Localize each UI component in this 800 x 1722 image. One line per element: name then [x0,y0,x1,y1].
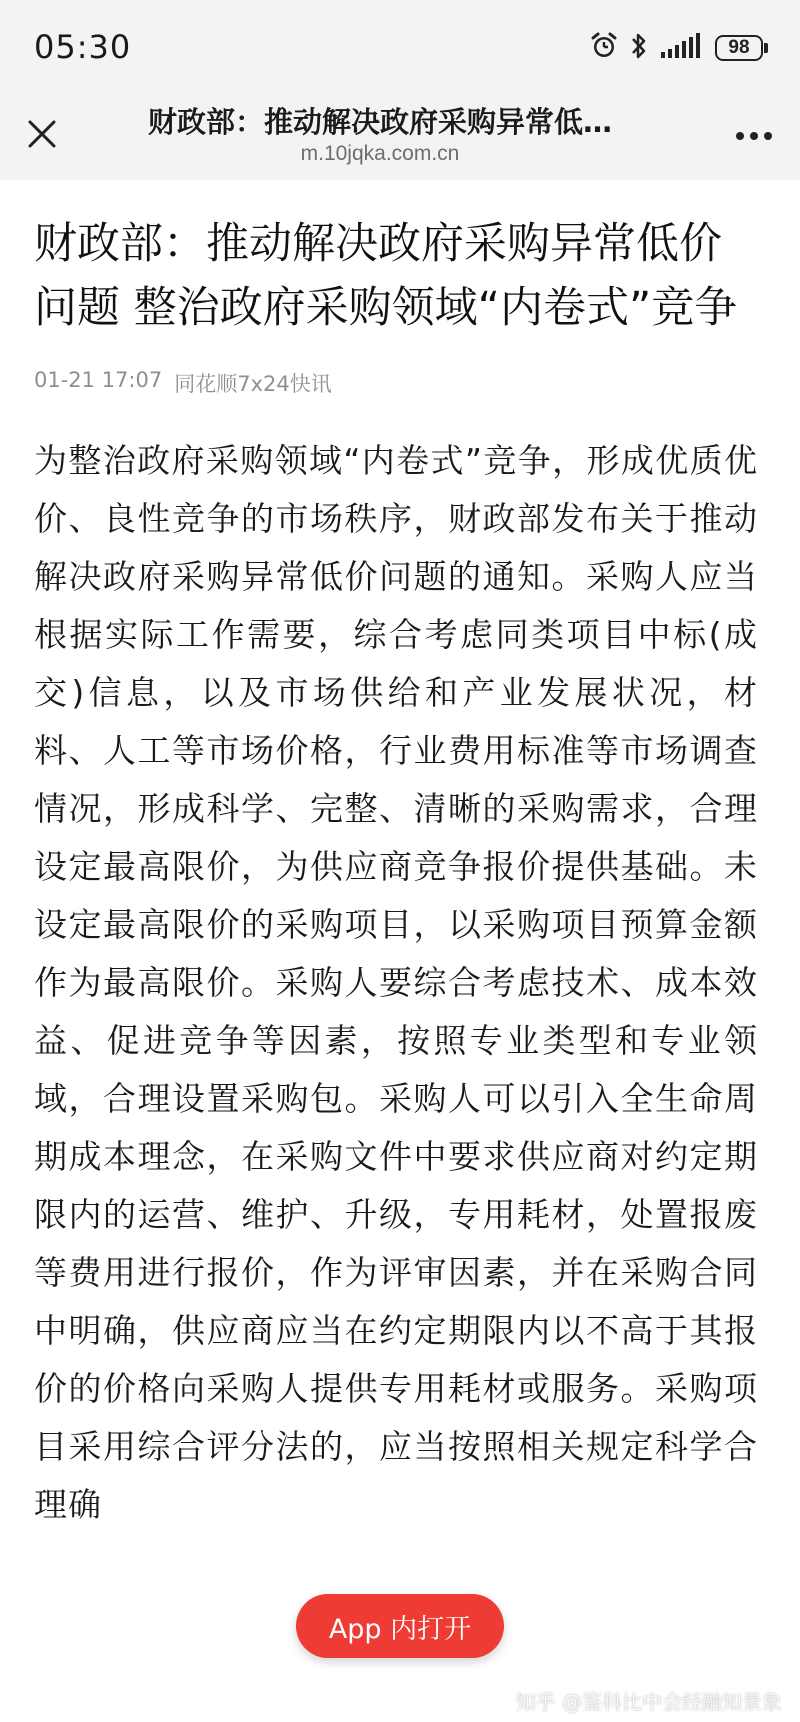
signal-icon [659,31,705,65]
alarm-icon [589,31,619,65]
article [34,212,758,1534]
open-in-app-button[interactable]: App 内打开 [296,1594,504,1658]
nav-bar [0,94,800,180]
battery-icon [715,35,768,61]
status-icons [589,30,768,66]
more-button[interactable] [732,114,776,158]
more-icon [734,130,774,142]
status-time: 05:30 [34,28,132,66]
bluetooth-icon [629,31,649,65]
article-date: 01-21 17:07 [34,368,163,392]
article-body: 为整治政府采购领域“内卷式”竞争，形成优质优价、良性竞争的市场秩序，财政部发布关于推动解决政府采购异常低价问题的通知。采购人应当根据实际工作需要，综合考虑同类项目中标(成交)信息，以及市场供给和产业发展状况，材料、人工等市场价格，行业费用标准等市场调查情况，形成科学、完整、清晰的采购需求，合理设定最高限价，为供应商竞争报价提供基础。未设定最高限价的采购项目，以采购项目预算金额作为最高限价。采购人要综合考虑技术、成本效益、促进竞争等因素，按照专业类型和专业领域，合理设置采购包。采购人可以引入全生命周期成本理念，在采购文件中要求供应商对约定期限内的运营、维护、升级，专用耗材，处置报废等费用进行报价，作为评审因素，并在采购合同中明确，供应商应当在约定期限内以不高于其报价的价格向采购人提供专用耗材或服务。采购项目采用综合评分法的，应当按照相关规定科学合理确 [34,441,758,1524]
battery-level: 98 [715,35,763,61]
article-title: 财政部：推动解决政府采购异常低价问题 整治政府采购领域“内卷式”竞争 [34,219,738,333]
article-meta [34,368,758,398]
close-button[interactable] [20,112,64,156]
article-source[interactable]: 同花顺7x24快讯 [174,372,332,396]
status-bar [0,0,800,94]
page-url: m.10jqka.com.cn [300,142,460,165]
close-icon [27,119,57,149]
watermark: 知乎 @鉴科比中会经融知景象 [515,1690,782,1714]
browser-header [0,0,800,180]
battery-tip [764,43,768,53]
page-title: 财政部：推动解决政府采购异常低… [147,105,612,139]
